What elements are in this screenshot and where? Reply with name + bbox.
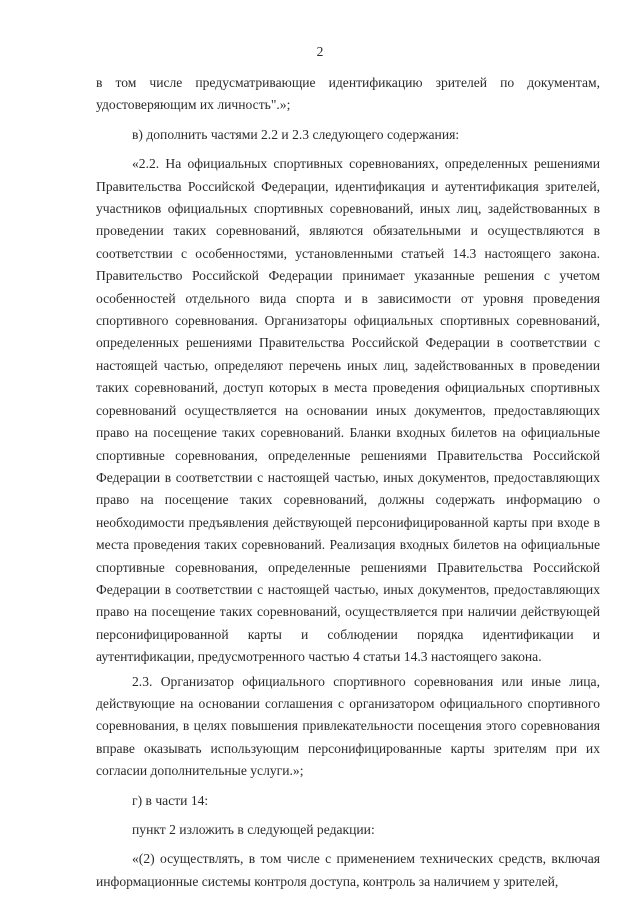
paragraph-continuation: в том числе предусматривающие идентификацию зрителей по документам, удостоверяющим их личность".»; [96,75,600,113]
paragraph-point-2-text: «(2) осуществлять, в том числе с применением технических средств, включая информационные системы контроля доступа, контроль за наличием у зрителей, [96,851,600,889]
paragraph-part-2-3: 2.3. Организатор официального спортивного соревнования или иные лица, действующие на основании соглашения с организатором официального спортивного соревнования, в целях повышения привлекательности посещения этого соревнования вправе оказывать использующим персонифицированные карты зрителям при их согласии дополнительные услуги.»; [96,673,600,779]
paragraph-part-2-2: «2.2. На официальных спортивных соревнованиях, определенных решениями Правительства Российской Федерации, идентификация и аутентификация зрителей, участников официальных спортивных соревнований, иных лиц, задействованных в проведении таких соревнований, являются обязательными и осуществляются в соответствии с особенностями, установленными статьей 14.3 настоящего закона. Правительство Российской Федерации принимает указанные решения с учетом особенностей отдельного вида спорта и в зависимости от уровня проведения спортивного соревнования. Организаторы официальных спортивных соревнований, определенных решениями Правительства Российской Федерации в соответствии с настоящей частью, определяют перечень иных лиц, задействованных в проведении таких соревнований, доступ которых в места проведения официальных спортивных соревнований осуществляется на основании иных документов, предоставляющих право на посещение таких соревнований. Бланки входных билетов на официальные спортивные соревнования, определенные решениями Правительства Российской Федерации в соответствии с настоящей частью, иных документов, предоставляющих право на посещение таких соревнований, должны содержать информацию о необходимости предъявления действующей персонифицированной карты при входе в места проведения таких соревнований. Реализация входных билетов на официальные спортивные соревнования, определенные решениями Правительства Российской Федерации в соответствии с настоящей частью, иных документов, предоставляющих право на посещение таких соревнований, осуществляется при наличии действующей персонифицированной карты и соблюдении порядка идентификации и аутентификации, предусмотренного частью 4 статьи 14.3 настоящего закона. [96,156,600,665]
paragraph-point-2: пункт 2 изложить в следующей редакции: [132,822,375,837]
page-number: 2 [316,44,324,59]
document-body [96,72,600,900]
paragraph-item-v: в) дополнить частями 2.2 и 2.3 следующего содержания: [132,126,460,142]
paragraph-item-g: г) в части 14: [132,792,209,808]
